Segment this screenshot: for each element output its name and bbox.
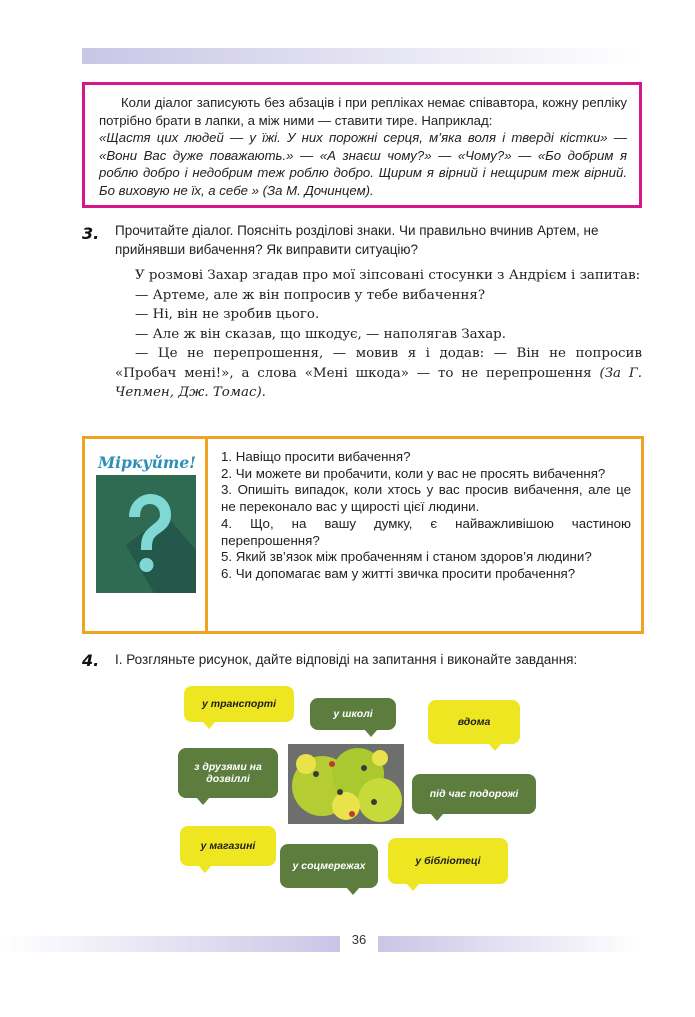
speech-bubble: у школі xyxy=(310,698,396,730)
rule-box xyxy=(82,82,642,208)
dialog-line: — Артеме, але ж він попросив у тебе вибачення? xyxy=(135,287,486,303)
question-item: 6. Чи допомагає вам у житті звичка просити пробачення? xyxy=(221,565,576,581)
illustration xyxy=(176,680,556,900)
footer-bar xyxy=(0,936,642,952)
think-panel xyxy=(85,439,208,631)
dialog-last-line: — Це не перепрошення, — мовив я і додав: — Він не попросив «Пробач мені!», а слова «Мені шкода» — то не перепрошення xyxy=(115,346,642,381)
footer-bar-right xyxy=(378,936,642,952)
dialog-line: У розмові Захар згадав про мої зіпсовані стосунки з Андрієм і запитав: xyxy=(135,268,641,283)
task-number: 4. xyxy=(82,651,100,670)
footer-bar-left xyxy=(0,936,340,952)
question-item: 4. Що, на вашу думку, є найважливішою частиною перепрошення? xyxy=(221,515,631,548)
dialog-text xyxy=(115,266,642,403)
speech-bubble: вдома xyxy=(428,700,520,744)
question-item: 1. Навіщо просити вибачення? xyxy=(221,449,411,464)
speech-bubble: під час подорожі xyxy=(412,774,536,814)
people-illustration xyxy=(288,744,404,824)
question-mark-icon xyxy=(96,475,196,593)
think-box xyxy=(82,436,644,634)
task-prompt: Прочитайте діалог. Поясніть розділові знаки. Чи правильно вчинив Артем, не прийнявши вибачення? Як виправити ситуацію? xyxy=(115,223,599,257)
speech-bubble: у соцмережах xyxy=(280,844,378,888)
page-number: 36 xyxy=(351,932,367,947)
speech-bubble: у магазині xyxy=(180,826,276,866)
header-bar xyxy=(82,48,642,64)
question-item: 3. Опишіть випадок, коли хтось у вас просив вибачення, але це не переконало вас у щирості цієї людини. xyxy=(221,482,631,515)
dialog-line: — Ні, він не зробив цього. xyxy=(135,307,320,322)
question-item: 2. Чи можете ви пробачити, коли у вас не просять вибачення? xyxy=(221,465,606,481)
task-prompt: І. Розгляньте рисунок, дайте відповіді на запитання і виконайте завдання: xyxy=(115,652,578,667)
think-title: Міркуйте! xyxy=(98,453,196,472)
speech-bubble: у транспорті xyxy=(184,686,294,722)
dialog-line: — Але ж він сказав, що шкодує, — наполягав Захар. xyxy=(135,326,507,342)
task-number: 3. xyxy=(82,224,100,243)
rule-example: «Щастя цих людей — у їжі. У них порожні серця, м’яка воля і тверді кістки» — «Вони Вас дуже поважають.» — «А знаєш чому?» — «Чому?» — «Бо добрим я роблю добро і недобрим теж роблю добро. Щирим я вірний і нещирим теж вірний. Бо виховую не їх, а себе » (За М. Дочинцем). xyxy=(99,130,627,198)
dialog-line xyxy=(115,344,642,403)
question-item: 5. Який зв’язок між пробаченням і станом здоров’я людини? xyxy=(221,549,592,565)
speech-bubble: з друзями на дозвіллі xyxy=(178,748,278,798)
dialog-source: (За Г. Чепмен, Дж. Томас). xyxy=(115,365,642,400)
questions-list xyxy=(221,449,631,583)
speech-bubble: у бібліотеці xyxy=(388,838,508,884)
rule-text: Коли діалог записують без абзаців і при репліках немає співавтора, кожну репліку потрібно брати в лапки, а між ними — ставити тире. Наприклад: xyxy=(99,95,627,128)
